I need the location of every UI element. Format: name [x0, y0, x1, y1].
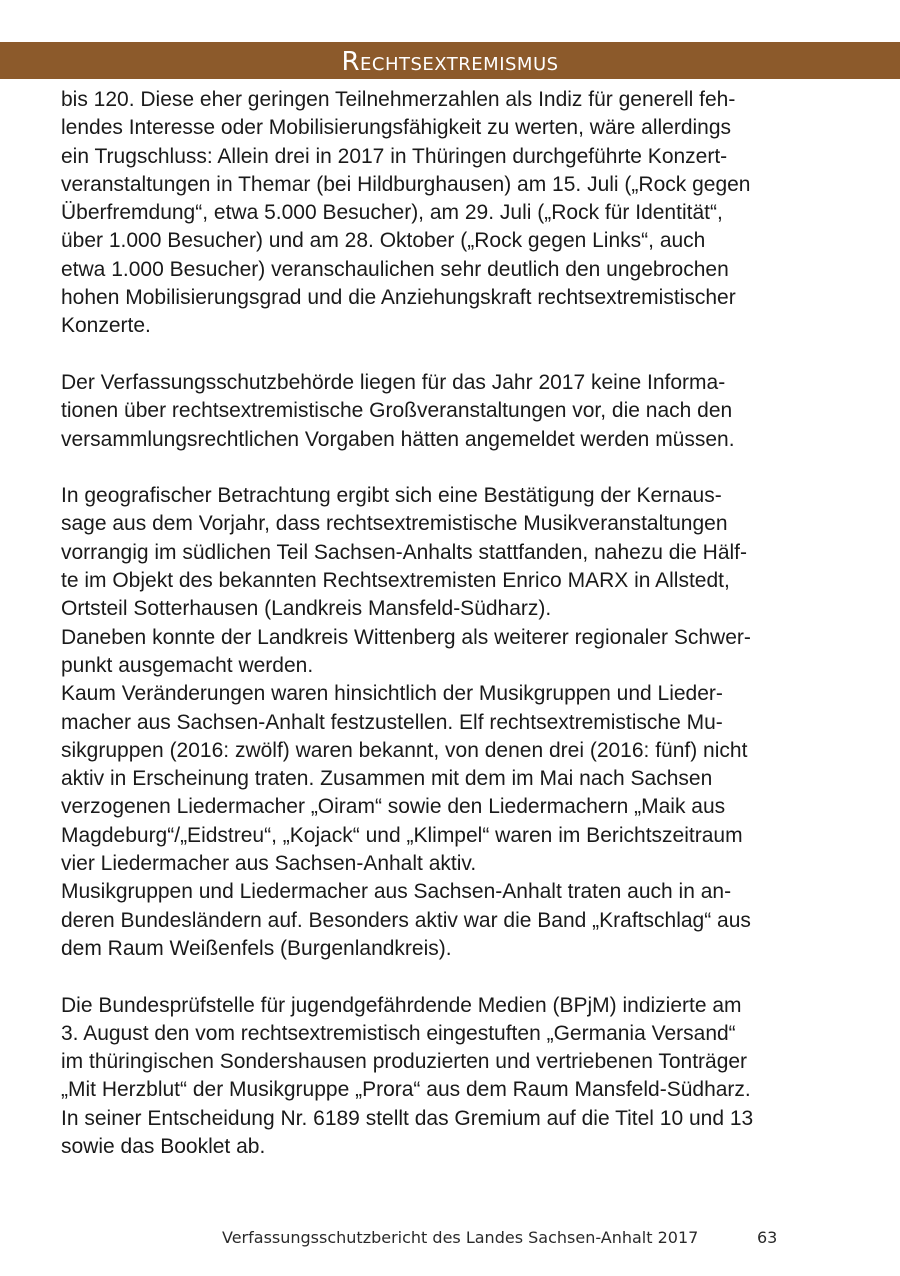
footer-title: Verfassungsschutzbericht des Landes Sachsen-Anhalt 2017 [222, 1228, 699, 1247]
paragraph-gap [61, 454, 851, 482]
section-title: Rechtsextremismus [341, 47, 559, 77]
paragraph-large-events: Der Verfassungsschutzbehörde liegen für das Jahr 2017 keine Informa- tionen über rechtsextremistische Großveranstaltungen vor, die nach den versammlungsrechtlichen Vorgaben hätten angemeldet werden müssen. [61, 370, 735, 451]
paragraph-music-groups: Kaum Veränderungen waren hinsichtlich der Musikgruppen und Lieder- macher aus Sachsen-Anhalt festzustellen. Elf rechtsextremistische Mu- sikgruppen (2016: zwölf) waren bekannt, von denen drei (2016: fünf) nicht aktiv in Erscheinung traten. Zusammen mit dem im Mai nach Sachsen verzogenen Liedermacher „Oiram“ sowie den Liedermachern „Maik aus Magdeburg“/„Eidstreu“, „Kojack“ und „Klimpel“ waren im Berichtszeitraum vier Liedermacher aus Sachsen-Anhalt aktiv. [61, 682, 748, 876]
page-footer [0, 1228, 900, 1252]
paragraph-other-states: Musikgruppen und Liedermacher aus Sachsen-Anhalt traten auch in an- deren Bundesländern auf. Besonders aktiv war die Band „Kraftschlag“ aus dem Raum Weißenfels (Burgenlandkreis). [61, 880, 751, 960]
main-content [61, 86, 851, 1161]
section-header [0, 42, 900, 79]
paragraph-bpjm: Die Bundesprüfstelle für jugendgefährdende Medien (BPjM) indizierte am 3. August den vom rechtsextremistisch eingestuften „Germania Versand“ im thüringischen Sondershausen produzierten und vertriebenen Tonträger „Mit Herzblut“ der Musikgruppe „Prora“ aus dem Raum Mansfeld-Südharz. In seiner Entscheidung Nr. 6189 stellt das Gremium auf die Titel 10 und 13 sowie das Booklet ab. [61, 993, 754, 1158]
paragraph-concerts: bis 120. Diese eher geringen Teilnehmerzahlen als Indiz für generell feh- lendes Interesse oder Mobilisierungsfähigkeit zu werten, wäre allerdings ein Trugschluss: Allein drei in 2017 in Thüringen durchgeführte Konzert- veranstaltungen in Themar (bei Hildburghausen) am 15. Juli („Rock gegen Überfremdung“, etwa 5.000 Besucher), am 29. Juli („Rock für Identität“, über 1.000 Besucher) und am 28. Oktober („Rock gegen Links“, auch etwa 1.000 Besucher) veranschaulichen sehr deutlich den ungebrochen hohen Mobilisierungsgrad und die Anziehungskraft rechtsextremistischer Konzerte. [61, 88, 751, 338]
paragraph-wittenberg: Daneben konnte der Landkreis Wittenberg als weiterer regionaler Schwer- punkt ausgemacht werden. [61, 625, 751, 677]
paragraph-gap [61, 341, 851, 369]
paragraph-gap [61, 963, 851, 991]
page-number: 63 [757, 1228, 778, 1247]
paragraph-geography: In geografischer Betrachtung ergibt sich eine Bestätigung der Kernaus- sage aus dem Vorjahr, dass rechtsextremistische Musikveranstaltungen vorrangig im südlichen Teil Sachsen-Anhalts stattfanden, nahezu die Hälf- te im Objekt des bekannten Rechtsextremisten Enrico MARX in Allstedt, Ortsteil Sotterhausen (Landkreis Mansfeld-Südharz). [61, 484, 748, 621]
